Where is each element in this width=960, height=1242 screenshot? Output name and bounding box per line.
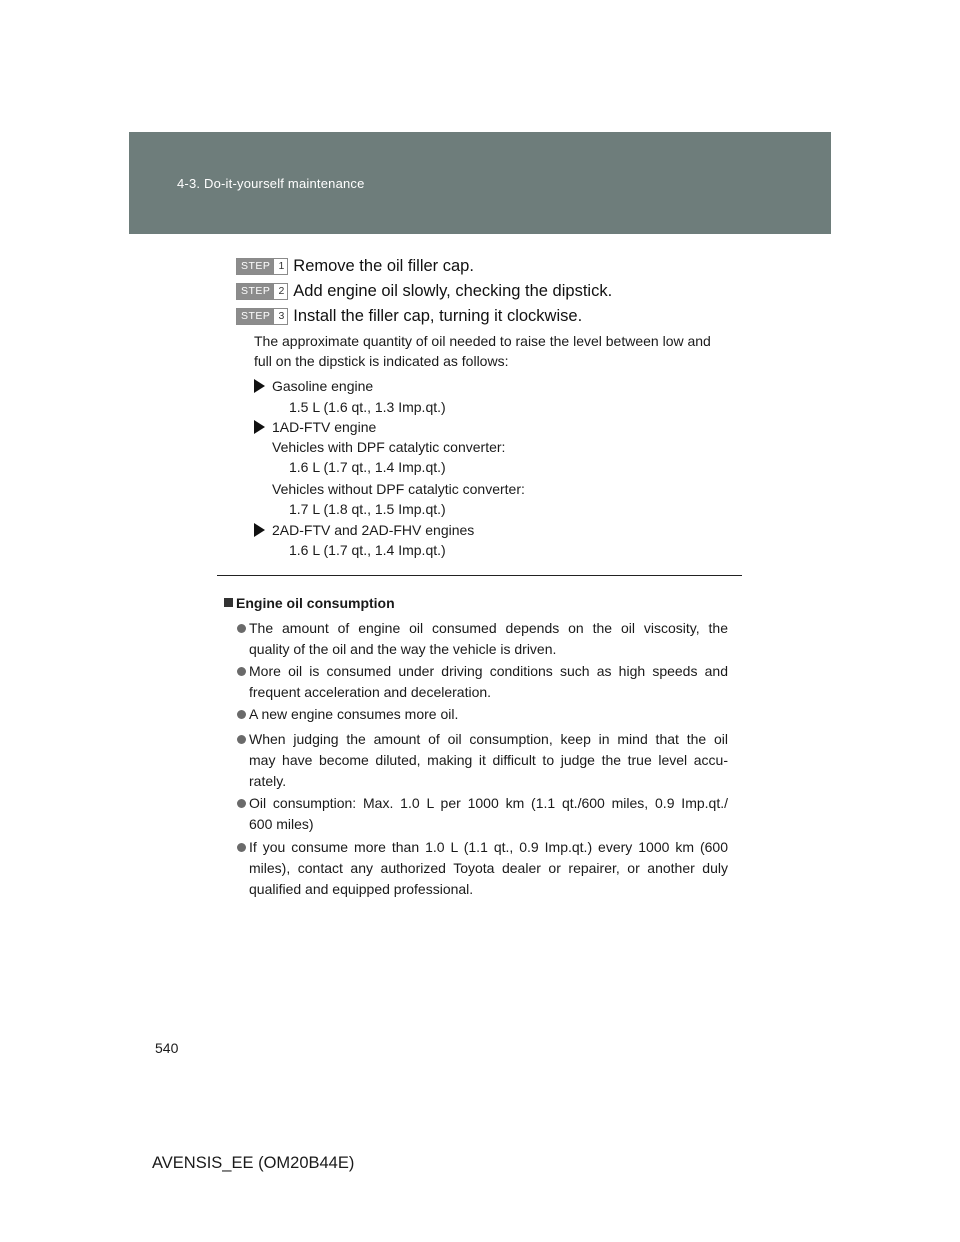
gasoline-label: Gasoline engine (272, 378, 374, 394)
bullet-icon (237, 843, 246, 852)
step-badge: STEP 1 (236, 258, 288, 275)
consumption-bullet-1: The amount of engine oil consumed depends on the oil viscosity, the quality of the oil and the way the vehicle is driven. (249, 620, 728, 657)
ad1-without-dpf: Vehicles without DPF catalytic converter: (272, 481, 525, 497)
ad1-with-dpf-value: 1.6 L (1.7 qt., 1.4 Imp.qt.) (289, 459, 446, 475)
bullet-icon (237, 735, 246, 744)
step-1 (236, 256, 474, 276)
quantity-intro-line-2: full on the dipstick is indicated as follows: (254, 353, 509, 369)
step-badge: STEP 2 (236, 283, 288, 300)
arrow-right-icon (254, 379, 265, 393)
ad1-without-dpf-value: 1.7 L (1.8 qt., 1.5 Imp.qt.) (289, 501, 446, 517)
consumption-bullet-5: Oil consumption: Max. 1.0 L per 1000 km (1.1 qt./600 miles, 0.9 Imp.qt./ 600 miles) (249, 795, 728, 832)
ad1-label: 1AD-FTV engine (272, 419, 377, 435)
step-text: Add engine oil slowly, checking the dipstick. (293, 281, 613, 300)
consumption-heading: Engine oil consumption (236, 595, 395, 611)
section-divider (217, 575, 742, 576)
bullet-icon (237, 667, 246, 676)
bullet-icon (237, 799, 246, 808)
arrow-right-icon (254, 523, 265, 537)
square-bullet-icon (224, 598, 233, 607)
bullet-icon (237, 624, 246, 633)
page-number: 540 (155, 1040, 179, 1056)
step-3 (236, 306, 582, 326)
step-text: Remove the oil filler cap. (293, 256, 474, 275)
bullet-icon (237, 710, 246, 719)
ad1-with-dpf: Vehicles with DPF catalytic converter: (272, 439, 506, 455)
arrow-right-icon (254, 420, 265, 434)
section-title: 4-3. Do-it-yourself maintenance (177, 176, 365, 191)
gasoline-value: 1.5 L (1.6 qt., 1.3 Imp.qt.) (289, 399, 446, 415)
consumption-bullet-3: A new engine consumes more oil. (249, 706, 459, 722)
step-2 (236, 281, 612, 301)
ad2-label: 2AD-FTV and 2AD-FHV engines (272, 522, 475, 538)
consumption-bullet-6: If you consume more than 1.0 L (1.1 qt., 0.9 Imp.qt.) every 1000 km (600 miles), contact any authorized Toyota dealer or repairer, or another duly qualified and equipped professional. (249, 839, 728, 897)
consumption-bullet-2: More oil is consumed under driving conditions such as high speeds and frequent acceleration and deceleration. (249, 663, 728, 700)
quantity-intro-line-1: The approximate quantity of oil needed to raise the level between low and (254, 333, 711, 349)
step-badge: STEP 3 (236, 308, 288, 325)
ad2-value: 1.6 L (1.7 qt., 1.4 Imp.qt.) (289, 542, 446, 558)
document-code: AVENSIS_EE (OM20B44E) (152, 1154, 355, 1172)
consumption-bullet-4: When judging the amount of oil consumption, keep in mind that the oil may have become diluted, making it difficult to judge the true level accu- rately. (249, 731, 728, 789)
section-header (129, 132, 831, 234)
step-text: Install the filler cap, turning it clockwise. (293, 306, 583, 325)
